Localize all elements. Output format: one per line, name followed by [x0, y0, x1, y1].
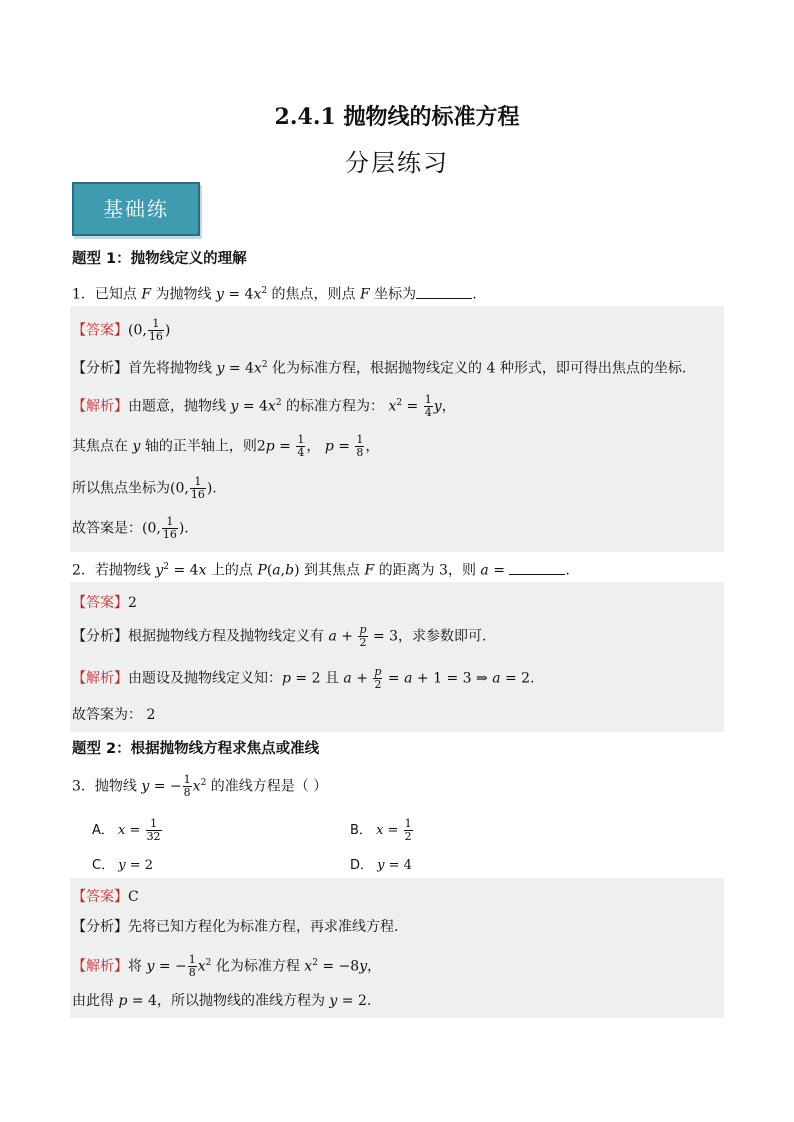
q1-analysis: 【分析】首先将抛物线 $y = 4x^2$ 化为标准方程，根据抛物线定义的 4 种形式，即可得出焦点的坐标.	[72, 360, 687, 377]
q1-solution: 【解析】由题意，抛物线 $y = 4x^2$ 的标准方程为： $x^2$ = $\frac{1}{4}$ y，	[72, 393, 456, 420]
q2-final: 故答案为： 2	[72, 707, 156, 723]
option-a[interactable]: A． x = $\frac{1}{32}$	[92, 817, 161, 843]
option-c[interactable]: C． y = 2	[92, 858, 154, 873]
answer-blank	[416, 284, 472, 299]
q2-solution: 【解析】由题设及抛物线定义知：p = 2 且 a + $\frac{p}{2}$ = a + 1 = 3 ⇒ a = 2.	[72, 665, 535, 691]
question-2: 2．若抛物线 $y^2 = 4x$ 上的点 P(a,b) 到其焦点 F 的距离为 3，则 a = .	[72, 556, 570, 582]
question-type-2-heading: 题型 2：根据抛物线方程求焦点或准线	[72, 741, 320, 757]
q3-analysis: 【分析】先将已知方程化为标准方程，再求准线方程.	[72, 919, 399, 935]
q3-solution-2: 由此得 p = 4，所以抛物线的准线方程为 y = 2.	[72, 993, 372, 1009]
q3-solution: 【解析】将 y = − $\frac{1}{8}$ $x^2$ 化为标准方程 $x^2 = -8y$，	[72, 953, 382, 980]
question-3: 3．抛物线 y = − $\frac{1}{8}$ $x^2$ 的准线方程是（ ）	[72, 773, 328, 800]
page-title: 2.4.1 抛物线的标准方程	[274, 104, 520, 130]
q2-answer: 【答案】2	[72, 595, 137, 611]
q1-solution-3: 所以焦点坐标为(0, $\frac{1}{16}$ ).	[72, 475, 217, 501]
answer-blank	[509, 560, 565, 575]
page-subtitle: 分层练习	[345, 149, 449, 177]
section-badge: 基础练	[72, 182, 200, 236]
q3-answer: 【答案】C	[72, 889, 139, 905]
option-b[interactable]: B． x = $\frac{1}{2}$	[350, 817, 412, 843]
q1-solution-2: 其焦点在 y 轴的正半轴上，则2p = $\frac{1}{4}$ ， p = $\frac{1}{8}$ ，	[72, 433, 380, 459]
q2-analysis: 【分析】根据抛物线方程及抛物线定义有 a + $\frac{p}{2}$ = 3，求参数即可.	[72, 623, 487, 649]
q1-final: 故答案是：(0, $\frac{1}{16}$ ).	[72, 515, 189, 541]
question-1: 1．已知点 F 为抛物线 $y = 4x^2$ 的焦点，则点 F 坐标为 .	[72, 280, 477, 306]
option-d[interactable]: D． y = 4	[350, 858, 412, 873]
question-type-1-heading: 题型 1：抛物线定义的理解	[72, 251, 247, 267]
q1-answer: 【答案】(0, $\frac{1}{16}$ )	[72, 317, 171, 343]
answer-block-2	[70, 582, 724, 732]
